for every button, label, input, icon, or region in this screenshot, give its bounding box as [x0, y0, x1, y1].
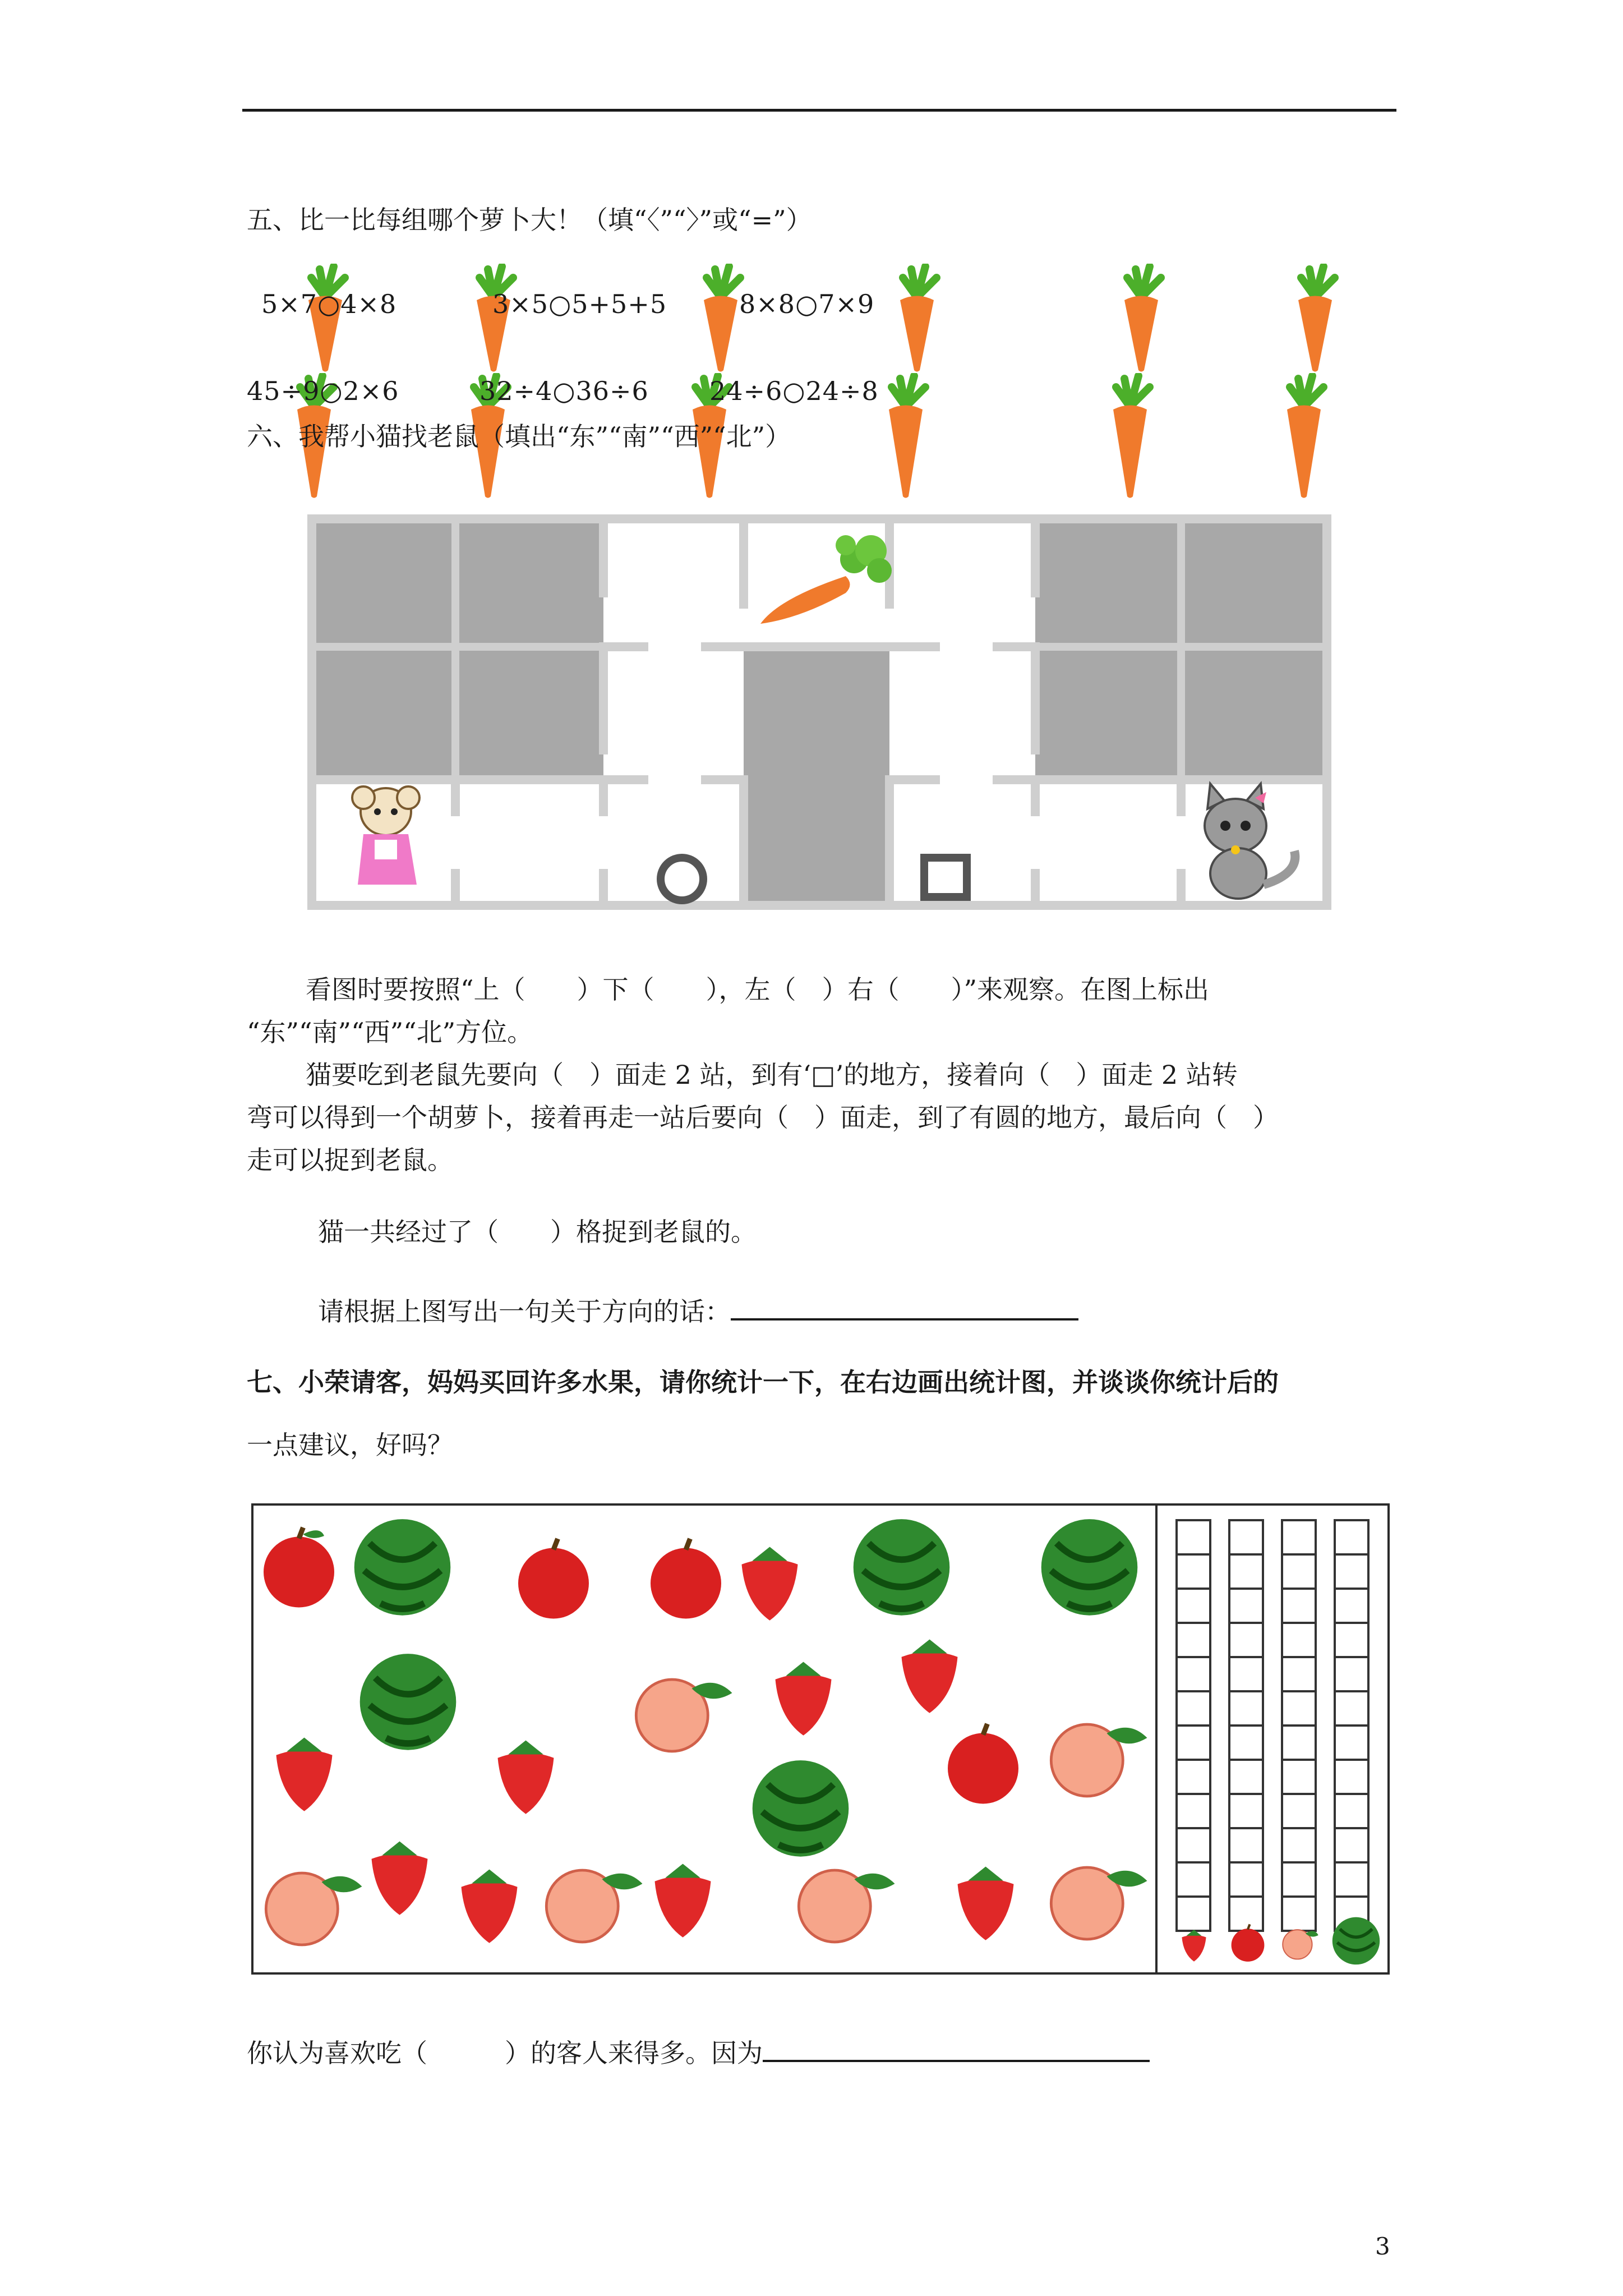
carrot-icon — [1265, 373, 1343, 499]
compare-expression: 24÷6○24÷8 — [709, 376, 879, 406]
tally-column[interactable] — [1228, 1521, 1264, 1932]
watermelon-icon — [1329, 1913, 1383, 1967]
section6-paragraph: 弯可以得到一个胡萝卜，接着再走一站后要向（ ）面走，到了有圆的地方，最后向（ ） — [247, 1102, 1279, 1133]
circle-marker — [661, 858, 703, 900]
header-rule — [242, 109, 1396, 112]
tally-column[interactable] — [1175, 1521, 1211, 1932]
mouse-icon — [352, 786, 419, 885]
compare-expression: 5×7○4×8 — [261, 289, 397, 319]
section7-title — [247, 1361, 1279, 1404]
strawberry-icon — [269, 1731, 339, 1815]
cat-icon — [1205, 784, 1295, 899]
strawberry-icon — [951, 1860, 1021, 1944]
answer-line[interactable] — [731, 1292, 1078, 1320]
apple-icon — [257, 1526, 341, 1610]
compare-expression: 32÷4○36÷6 — [479, 376, 649, 406]
strawberry-icon — [768, 1655, 838, 1739]
strawberry-icon — [491, 1733, 561, 1818]
tally-column[interactable] — [1281, 1521, 1317, 1932]
compare-expression: 8×8○7×9 — [739, 289, 875, 319]
carrot-icon — [1091, 373, 1169, 499]
peach-icon — [628, 1666, 737, 1756]
answer-line[interactable] — [763, 2034, 1150, 2062]
apple-icon — [941, 1722, 1025, 1806]
peach-icon — [1280, 1922, 1320, 1963]
compare-expression: 3×5○5+5+5 — [492, 289, 667, 319]
answer-label: 你认为喜欢吃（ ）的客人来得多。因为 — [247, 2038, 763, 2068]
watermelon-icon — [353, 1644, 463, 1756]
carrot-icon — [1102, 264, 1181, 373]
maze-map — [307, 514, 1331, 910]
strawberry-icon — [454, 1862, 524, 1947]
section6-paragraph: 猫要吃到老鼠先要向（ ）面走 2 站，到有‘□’的地方，接着向（ ）面走 2 站转 — [306, 1060, 1238, 1090]
peach-icon — [791, 1857, 900, 1947]
tally-column[interactable] — [1334, 1521, 1370, 1932]
peach-icon — [538, 1857, 648, 1947]
watermelon-icon — [1035, 1509, 1144, 1621]
section5-title: 五、比一比每组哪个萝卜大！（填“〈”“〉”或“=”） — [247, 205, 812, 235]
watermelon-icon — [746, 1750, 855, 1862]
section7-title-cont: 一点建议，好吗？ — [247, 1430, 453, 1460]
strawberry-icon — [735, 1540, 805, 1624]
watermelon-icon — [348, 1509, 457, 1621]
peach-icon — [258, 1860, 367, 1949]
peach-icon — [1043, 1854, 1152, 1944]
apple-icon — [1228, 1923, 1267, 1963]
fruit-box-divider — [1155, 1503, 1158, 1975]
carrot-icon — [760, 535, 892, 624]
section6-title: 六、我帮小猫找老鼠（填出“东”“南”“西”“北”） — [247, 421, 791, 452]
section6-paragraph: 看图时要按照“上（ ）下（ ），左（ ）右（ ）”来观察。在图上标出 — [306, 974, 1210, 1005]
section6-question — [318, 1290, 1078, 1333]
page-number: 3 — [1375, 2233, 1390, 2260]
section7-answer — [247, 2032, 1150, 2074]
strawberry-icon — [895, 1632, 965, 1717]
watermelon-icon — [847, 1509, 956, 1621]
strawberry-icon — [648, 1857, 718, 1941]
square-marker — [924, 858, 967, 897]
section6-paragraph: 猫一共经过了（ ）格捉到老鼠的。 — [318, 1217, 757, 1247]
section7-title-text: 七、小荣请客，妈妈买回许多水果，请你统计一下，在右边画出统计图，并谈谈你统计后的 — [247, 1367, 1279, 1397]
strawberry-icon — [1179, 1925, 1209, 1964]
section6-paragraph: “东”“南”“西”“北”方位。 — [247, 1017, 533, 1047]
compare-expression: 45÷9○2×6 — [247, 376, 399, 406]
carrot-icon — [878, 264, 956, 373]
strawberry-icon — [365, 1834, 435, 1918]
apple-icon — [644, 1537, 728, 1621]
peach-icon — [1043, 1711, 1152, 1801]
apple-icon — [511, 1537, 596, 1621]
section6-paragraph: 走可以捉到老鼠。 — [247, 1145, 453, 1175]
question-label: 请根据上图写出一句关于方向的话： — [318, 1296, 731, 1327]
carrot-icon — [1276, 264, 1354, 373]
